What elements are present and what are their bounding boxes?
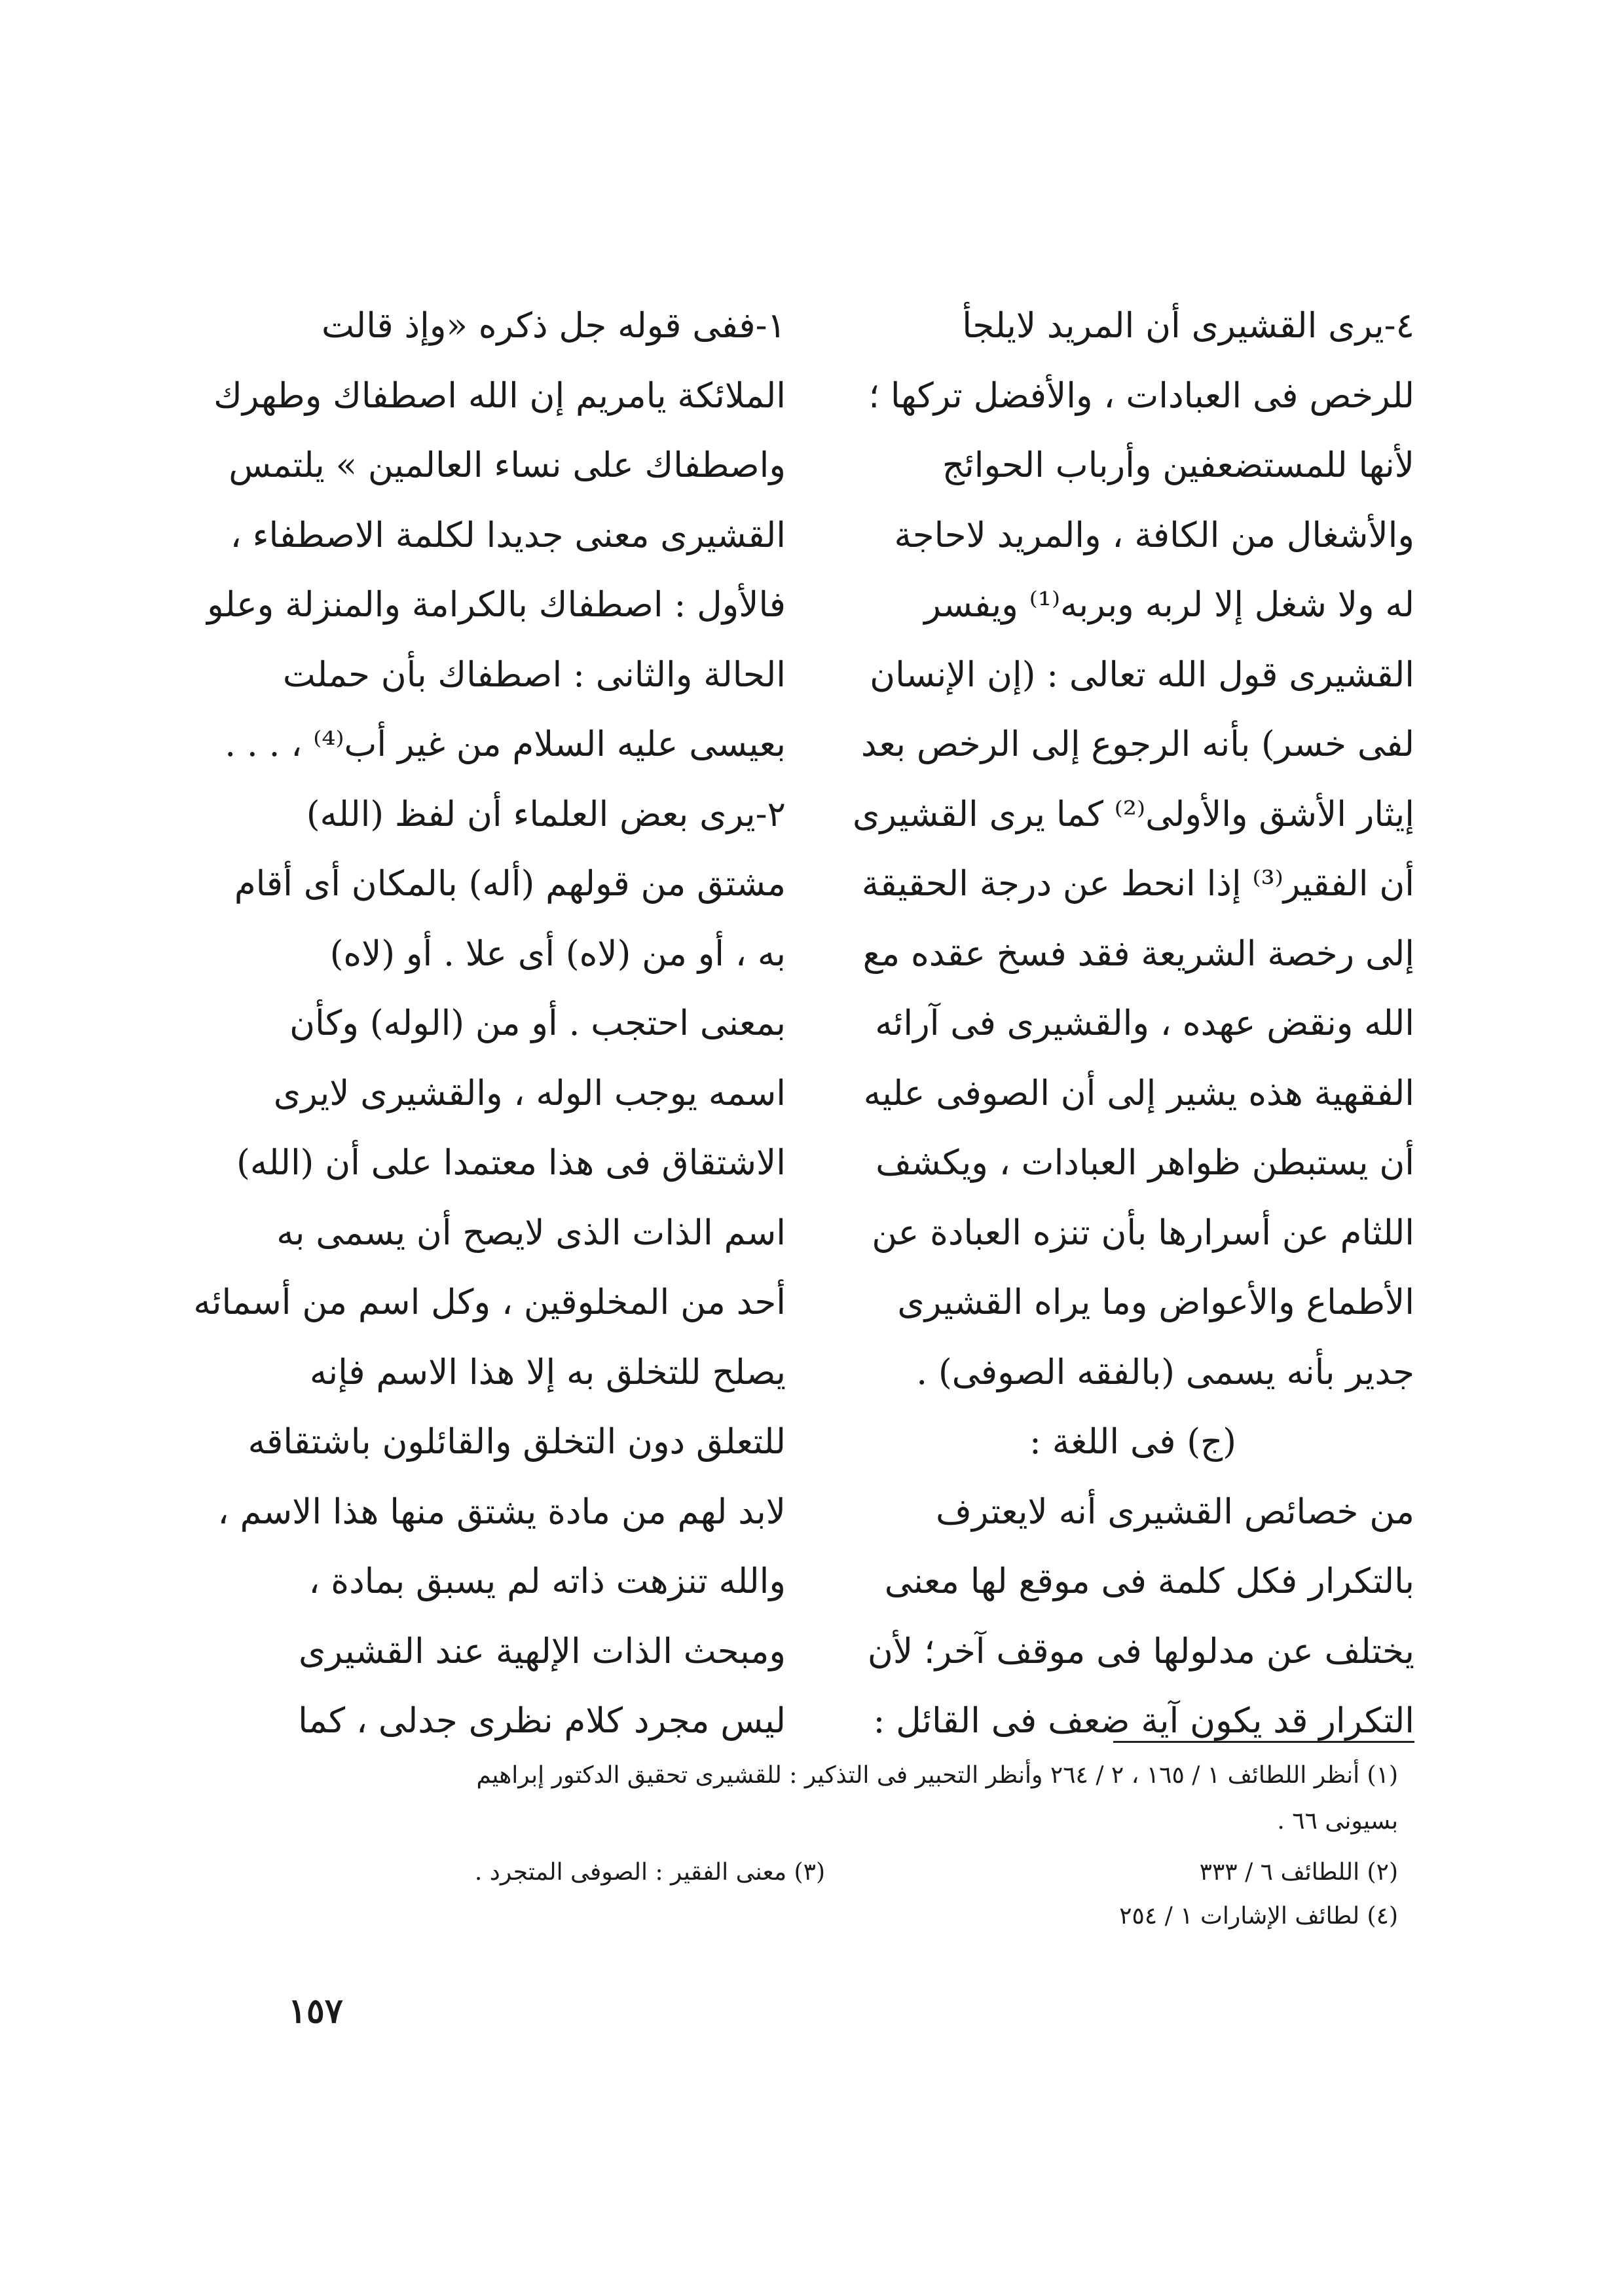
text-line: ومبحث الذات الإلهية عند القشيرى [299, 1631, 786, 1671]
text-line: لأنها للمستضعفين وأرباب الحوائج [942, 445, 1414, 485]
text-line: من خصائص القشيرى أنه لايعترف [936, 1491, 1414, 1532]
text-line: الحالة والثانى : اصطفاك بأن حملت [282, 654, 786, 695]
text-line: التكرار قد يكون آية ضعف فى القائل : [873, 1701, 1414, 1741]
right-column [851, 291, 1414, 1757]
text-line: ليس مجرد كلام نظرى جدلى ، كما [298, 1701, 786, 1741]
text-line: بمعنى احتجب . أو من (الوله) وكأن [289, 1003, 786, 1043]
text-line: للتعلق دون التخلق والقائلون باشتقاقه [248, 1422, 786, 1462]
footnote-1: (١) أنظر اللطائف ١ / ١٦٥ ، ٢ / ٢٦٤ وأنظر التحبير فى التذكير : للقشيرى تحقيق الدكتور إبراهيم [476, 1762, 1398, 1789]
text-line: الاشتقاق فى هذا معتمدا على أن (الله) [236, 1143, 786, 1183]
text-line: الملائكة يامريم إن الله اصطفاك وطهرك [213, 375, 786, 416]
text-line: ١-ففى قوله جل ذكره «وإذ قالت [322, 306, 786, 346]
text-line: لفى خسر) بأنه الرجوع إلى الرخص بعد [860, 724, 1414, 764]
text-line: الله ونقض عهده ، والقشيرى فى آرائه [875, 1003, 1414, 1043]
text-line: والله تنزهت ذاته لم يسبق بمادة ، [308, 1561, 786, 1601]
text-line: القشيرى قول الله تعالى : (إن الإنسان [870, 654, 1414, 695]
text-line: والأشغال من الكافة ، والمريد لاحاجة [894, 515, 1414, 555]
text-line: بالتكرار فكل كلمة فى موقع لها معنى [884, 1561, 1414, 1601]
text-line: ٤-يرى القشيرى أن المريد لايلجأ [962, 306, 1414, 346]
text-line: إلى رخصة الشريعة فقد فسخ عقده مع [862, 933, 1414, 974]
text-line: فالأول : اصطفاك بالكرامة والمنزلة وعلو [207, 585, 786, 625]
text-line: واصطفاك على نساء العالمين » يلتمس [229, 445, 786, 485]
text-line: يختلف عن مدلولها فى موقف آخر؛ لأن [867, 1631, 1414, 1671]
footnote-2: (٢) اللطائف ٦ / ٣٣٣ [1199, 1859, 1398, 1886]
text-line: اللثام عن أسرارها بأن تنزه العبادة عن [872, 1212, 1414, 1253]
text-line: القشيرى معنى جديدا لكلمة الاصطفاء ، [230, 515, 786, 555]
text-line: الفقهية هذه يشير إلى أن الصوفى عليه [863, 1073, 1414, 1113]
text-line: يصلح للتخلق به إلا هذا الاسم فإنه [309, 1352, 786, 1392]
left-column [190, 291, 786, 1757]
page-number: ١٥٧ [288, 1991, 343, 2031]
text-line: بعيسى عليه السلام من غير أب⁽⁴⁾ ، . . . [225, 724, 786, 764]
footnote-3: (٣) معنى الفقير : الصوفى المتجرد . [474, 1859, 825, 1886]
text-line: جدير بأنه يسمى (بالفقه الصوفى) . [916, 1352, 1414, 1392]
footnote-4: (٤) لطائف الإشارات ١ / ٢٥٤ [1119, 1903, 1398, 1930]
text-line: مشتق من قولهم (أله) بالمكان أى أقام [234, 864, 786, 904]
text-line: للرخص فى العبادات ، والأفضل تركها ؛ [868, 375, 1414, 416]
text-line: له ولا شغل إلا لربه وبربه⁽¹⁾ ويفسر [924, 585, 1414, 625]
text-line: أن الفقير⁽³⁾ إذا انحط عن درجة الحقيقة [861, 864, 1414, 904]
text-line: أن يستبطن ظواهر العبادات ، ويكشف [876, 1143, 1414, 1183]
footnote-divider [1113, 1741, 1414, 1743]
text-line: ٢-يرى بعض العلماء أن لفظ (الله) [306, 794, 786, 834]
text-line: اسم الذات الذى لايصح أن يسمى به [276, 1212, 786, 1253]
text-line: به ، أو من (لاه) أى علا . أو (لاه) [329, 933, 786, 974]
text-line: اسمه يوجب الوله ، والقشيرى لايرى [273, 1073, 786, 1113]
text-line: أحد من المخلوقين ، وكل اسم من أسمائه [193, 1282, 786, 1322]
text-line: لابد لهم من مادة يشتق منها هذا الاسم ، [217, 1491, 786, 1532]
footnote-1-continued: بسيونى ٦٦ . [1277, 1808, 1398, 1835]
text-line: الأطماع والأعواض وما يراه القشيرى [897, 1282, 1414, 1322]
text-line: إيثار الأشق والأولى⁽²⁾ كما يرى القشيرى [853, 794, 1414, 834]
section-heading: (ج) فى اللغة : [1029, 1422, 1236, 1462]
